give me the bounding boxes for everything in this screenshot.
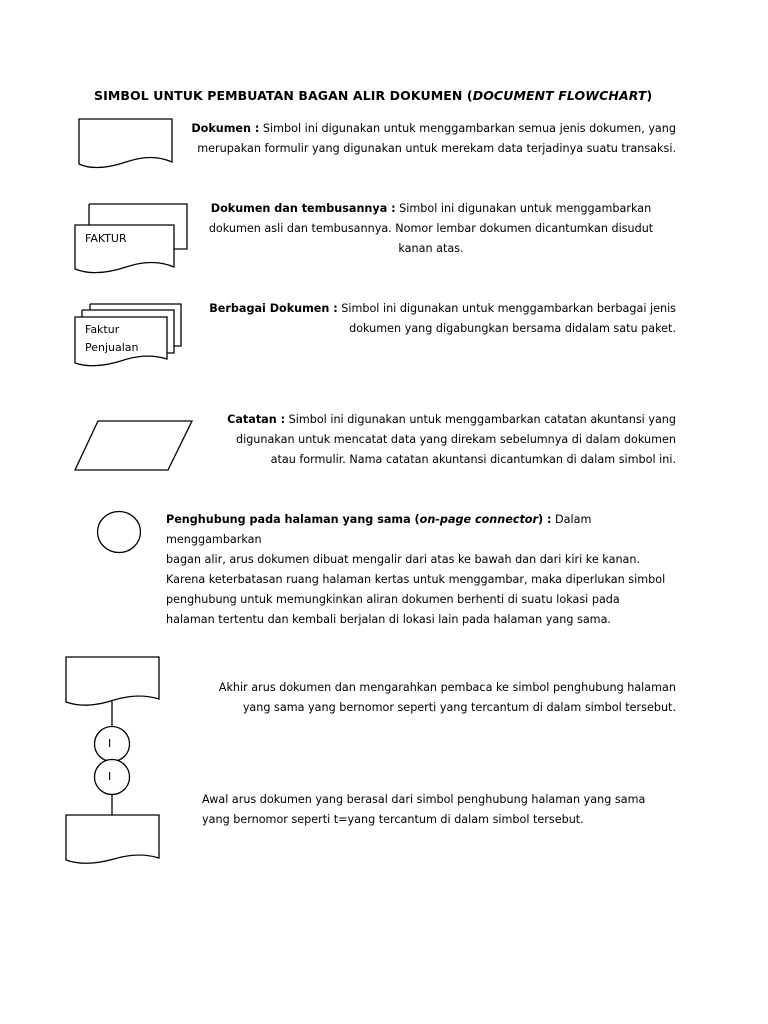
berbagai-term: Berbagai Dokumen : [209, 302, 338, 315]
page-title [94, 88, 652, 103]
label-penjualan: Penjualan [85, 341, 139, 354]
penghubung-term-close: ) : [538, 513, 552, 526]
tembusan-line3: kanan atas. [398, 242, 464, 255]
faktur-label: FAKTUR [85, 232, 127, 245]
tembusan-description [196, 199, 666, 259]
title-italic: DOCUMENT FLOWCHART [472, 88, 647, 103]
penghubung-term-italic: on-page connector [419, 513, 538, 526]
catatan-line2: digunakan untuk mencatat data yang direkam sebelumnya di dalam dokumen [235, 433, 676, 446]
dokumen-line1: Simbol ini digunakan untuk menggambarkan semua jenis dokumen, yang [259, 122, 676, 135]
document-symbol [78, 118, 174, 170]
dokumen-description [180, 119, 676, 159]
record-symbol [74, 420, 194, 472]
on-page-connector-symbol [96, 510, 142, 554]
akhir-line2: yang sama yang bernomor seperti yang tercantum di dalam simbol tersebut. [242, 701, 676, 714]
tembusan-line1: Simbol ini digunakan untuk menggambarkan [395, 202, 652, 215]
catatan-term: Catatan : [227, 413, 286, 426]
penghubung-line4: penghubung untuk memungkinkan aliran dokumen berhenti di suatu lokasi pada [166, 593, 620, 606]
awal-description [202, 790, 682, 830]
penghubung-line5: halaman tertentu dan kembali berjalan di lokasi lain pada halaman yang sama. [166, 613, 611, 626]
tembusan-term: Dokumen dan tembusannya : [210, 202, 396, 215]
title-text: SIMBOL UNTUK PEMBUATAN BAGAN ALIR DOKUMEN ( [94, 88, 473, 103]
penghubung-line3: Karena keterbatasan ruang halaman kertas untuk menggambar, maka diperlukan simbol [166, 573, 666, 586]
awal-line1: Awal arus dokumen yang berasal dari simbol penghubung halaman yang sama [202, 793, 646, 806]
title-close: ) [646, 88, 653, 103]
catatan-line3: atau formulir. Nama catatan akuntansi dicantumkan di dalam simbol ini. [270, 453, 676, 466]
berbagai-line2: dokumen yang digabungkan bersama didalam satu paket. [349, 322, 676, 335]
awal-line2: yang bernomor seperti t=yang tercantum di dalam simbol tersebut. [202, 813, 584, 826]
penghubung-term: Penghubung pada halaman yang sama ( [166, 513, 420, 526]
label-faktur: Faktur [85, 323, 120, 336]
berbagai-description [196, 299, 676, 339]
catatan-description [216, 410, 676, 470]
faktur-penjualan-label [85, 321, 139, 357]
akhir-line1: Akhir arus dokumen dan mengarahkan pembaca ke simbol penghubung halaman [218, 681, 676, 694]
penghubung-line1: Dalam menggambarkan [166, 513, 592, 546]
connector-flow-diagram [64, 655, 164, 865]
tembusan-line2: dokumen asli dan tembusannya. Nomor lembar dokumen dicantumkan disudut [208, 222, 654, 235]
connector-label-top: I [108, 737, 112, 750]
penghubung-line2: bagan alir, arus dokumen dibuat mengalir dari atas ke bawah dan dari kiri ke kanan. [166, 553, 641, 566]
penghubung-description [166, 510, 686, 630]
berbagai-line1: Simbol ini digunakan untuk menggambarkan berbagai jenis [337, 302, 676, 315]
catatan-line1: Simbol ini digunakan untuk menggambarkan catatan akuntansi yang [285, 413, 676, 426]
dokumen-term: Dokumen : [191, 122, 260, 135]
connector-label-bottom: I [108, 770, 112, 783]
akhir-description [196, 678, 676, 718]
dokumen-line2: merupakan formulir yang digunakan untuk merekam data terjadinya suatu transaksi. [197, 142, 676, 155]
